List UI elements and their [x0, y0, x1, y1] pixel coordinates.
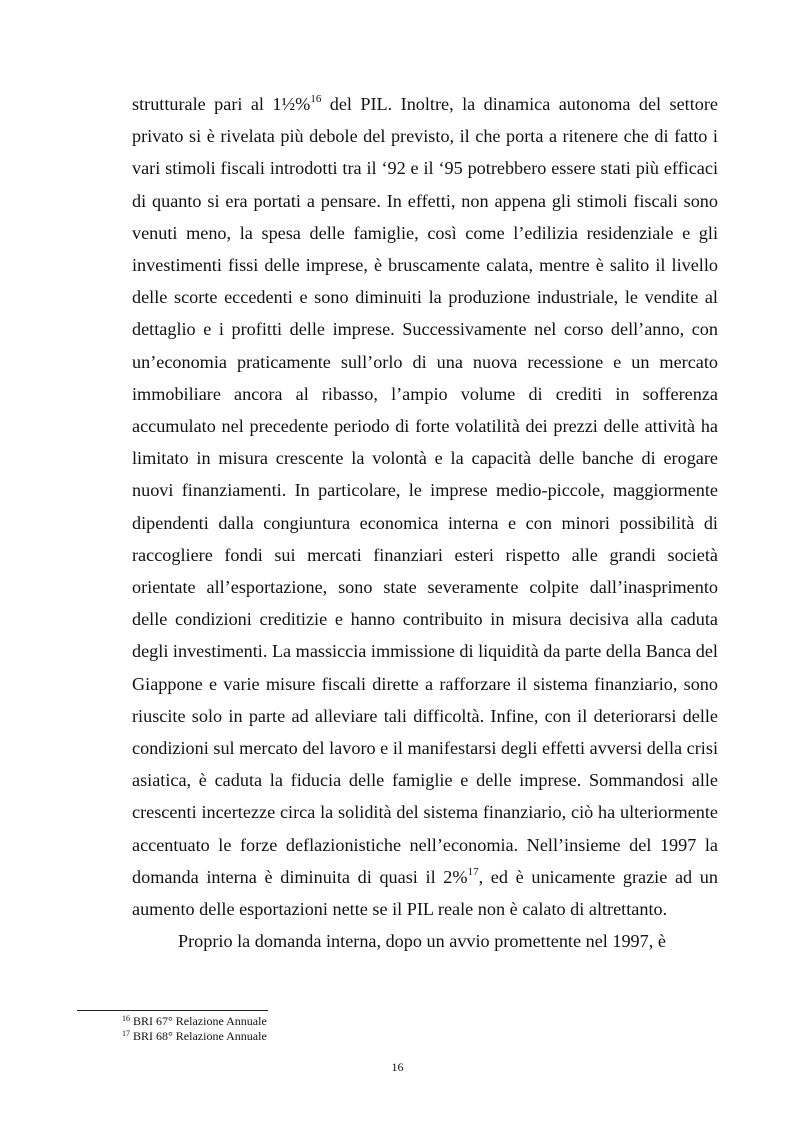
footnote-ref-16[interactable]: 16 — [310, 93, 322, 105]
footnote-text: BRI 67° Relazione Annuale — [130, 1014, 267, 1028]
footnote-text: BRI 68° Relazione Annuale — [130, 1029, 267, 1043]
footnote-mark: 16 — [122, 1014, 130, 1023]
paragraph-1 — [132, 88, 718, 925]
body-text — [132, 88, 718, 957]
footnote-17 — [122, 1029, 622, 1044]
footnote-mark: 17 — [122, 1029, 130, 1038]
footnote-ref-17[interactable]: 17 — [467, 865, 479, 878]
footnote-16 — [122, 1014, 622, 1029]
paragraph-2: Proprio la domanda interna, dopo un avvio promettente nel 1997, è — [178, 931, 666, 952]
paragraph-1-part-c: , ed è unicamente grazie ad un aumento delle esportazioni nette se il PIL reale non è calato di altrettanto. — [132, 866, 718, 920]
page-number: 16 — [391, 1060, 404, 1074]
paragraph-1-part-b: del PIL. Inoltre, la dinamica autonoma del settore privato si è rivelata più debole del previsto, il che porta a ritenere che di fatto i vari stimoli fiscali introdotti tra il ‘92 e il ‘95 potrebbero essere stati più efficaci di quanto si era portati a pensare. In effetti, non appena gli stimoli fiscali sono venuti meno, la spesa delle famiglie, così come l’edilizia residenziale e gli investimenti fissi delle imprese, è bruscamente calata, mentre è salito il livello delle scorte eccedenti e sono diminuiti la produzione industriale, le vendite al dettaglio e i profitti delle imprese. Successivamente nel corso dell’anno, con un’economia praticamente sull’orlo di una nuova recessione e un mercato immobiliare ancora al ribasso, l’ampio volume di crediti in sofferenza accumulato nel precedente periodo di forte volatilità dei prezzi delle attività ha limitato in misura crescente la volontà e la capacità delle banche di erogare nuovi finanziamenti. In particolare, le imprese medio-piccole, maggiormente dipendenti dalla congiuntura economica interna e con minori possibilità di raccogliere fondi sui mercati finanziari esteri rispetto alle grandi società orientate all’esportazione, sono state severamente colpite dall’inasprimento delle condizioni creditizie e hanno contribuito in misura decisiva alla caduta degli investimenti. La massiccia immissione di liquidità da parte della Banca del Giappone e varie misure fiscali dirette a rafforzare il sistema finanziario, sono riuscite solo in parte ad alleviare tali difficoltà. Infine, con il deteriorarsi delle condizioni sul mercato del lavoro e il manifestarsi degli effetti avversi della crisi asiatica, è caduta la fiducia delle famiglie e delle imprese. Sommandosi alle crescenti incertezze circa la solidità del sistema finanziario, ciò ha ulteriormente accentuato le forze deflazionistiche nell’economia. Nell’insieme del 1997 la domanda interna è diminuita di quasi il 2% — [132, 94, 718, 887]
footnote-separator — [77, 1010, 268, 1011]
paragraph-1-part-a: strutturale pari al 1½% — [132, 94, 311, 114]
footnotes — [122, 1014, 622, 1044]
